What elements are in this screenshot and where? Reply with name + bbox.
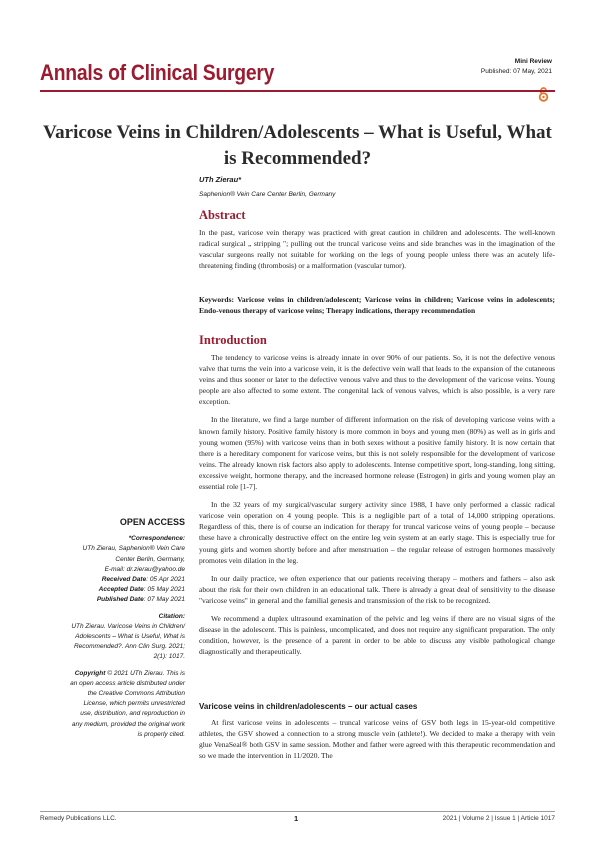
intro-paragraph-3: In the 32 years of my surgical/vascular surgery activity since 1988, I have only performed a classic radical varicose vein operation on 4 young people. This is a negligible part of a total of 14,000 stripping operations. Regardless of this, there is of course an indication for therapy for truncal varicose veins of young people – because these have a chronically destructive effect on the entire leg vein system at an early stage. This is especially true for young girls and women shortly before and after menstruation – the regular release of estrogen hormones massively promotes vein dilation in the leg. [199, 500, 555, 565]
correspondence-line: Center Berlin, Germany, [115, 555, 185, 563]
page-number: 1 [294, 814, 299, 823]
article-meta [481, 57, 552, 77]
accepted-date [30, 585, 185, 595]
article-sidebar [30, 517, 185, 740]
open-access-icon [538, 86, 549, 102]
received-label: Received Date [101, 576, 147, 584]
article-type: Mini Review [514, 58, 552, 65]
subsection-paragraph: At first varicose veins in adolescents – truncal varicose veins of GSV both legs in 15-year-old competitive athletes, the GSV showed a connection to a strong muscle vein (athlete!). We decided to make a therapy with vein glue VenaSeal® both GSV in same session. Mother and father were agreed with this therapeutic recommendation and so we made the intervention in 11/2020. The [199, 718, 555, 761]
subsection-body [199, 717, 555, 768]
intro-paragraph-1: The tendency to varicose veins is already innate in over 90% of our patients. So, it is not the defective venous valve that turns the vein into a varicose vein, it is the defective vein wall that leads to the expansion of the cutaneous veins and thus sooner or later to the defective venous valve and thus to the development of the varicose veins. Young people are also affected to some extent. The congenital lack of venous valves, which is also possible, is a very rare exception. [199, 353, 555, 407]
published-date-sidebar [30, 595, 185, 605]
accepted-label: Accepted Date [98, 586, 144, 594]
keywords: Keywords: Varicose veins in children/adolescent; Varicose veins in children; Varicose veins in adolescents; Endo-venous therapy of varicose veins; Therapy indications, therapy recommendation [199, 295, 555, 316]
introduction-heading: Introduction [199, 333, 267, 347]
intro-paragraph-4: In our daily practice, we often experience that our patients receiving therapy – mothers and fathers – also ask about the risk for their own children in an educational talk. There is already a great deal of sensitivity to the disease "varicose veins" in general and the familial genesis and transmission of the risk to be recognized. [199, 573, 555, 605]
copyright-text: © 2021 UTh Zierau. This is [105, 669, 185, 677]
copyright-line: the Creative Commons Attribution [87, 690, 185, 698]
citation-line: 2(1): 1017. [153, 653, 185, 661]
copyright-line: an open access article distributed under [70, 679, 185, 687]
email-link[interactable]: E-mail: dr.zierau@yahoo.de [104, 565, 185, 573]
citation-line: Recommended?. Ann Clin Surg. 2021; [73, 643, 185, 651]
received-value: : 05 Apr 2021 [146, 576, 185, 584]
copyright-line: any medium, provided the original work [71, 720, 185, 728]
correspondence-line: UTh Zierau, Saphenion® Vein Care [82, 545, 185, 553]
citation-label: Citation: [158, 612, 185, 620]
abstract-heading: Abstract [199, 208, 246, 222]
copyright-line-1 [30, 669, 185, 679]
footer-rule [40, 811, 555, 812]
introduction-body [199, 352, 555, 664]
footer-publisher: Remedy Publications LLC. [40, 815, 117, 822]
copyright-line: License, which permits unrestricted [83, 700, 185, 708]
journal-title: Annals of Clinical Surgery [40, 60, 275, 85]
received-date [30, 575, 185, 585]
copyright-line: is properly cited. [137, 730, 185, 738]
citation-line: Adolescents – What is Useful, What is [75, 633, 185, 641]
accepted-value: : 05 May 2021 [143, 586, 185, 594]
affiliation: Saphenion® Vein Care Center Berlin, Germany [199, 191, 336, 198]
published-label: Published Date [96, 596, 144, 604]
intro-paragraph-2: In the literature, we find a large number of different information on the risk of developing varicose veins with a known family history. Positive family history is more common in boys and young men (80%) as well as in girls and young women (95%) with varicose veins than in both sexes without a positive family history. It is now certain that there is a hereditary component for varicose veins, but this is not solely responsible for the development of varicose veins. The already known risk factors also apply to adolescents. Intense competitive sport, long-standing, long sitting, excessive weight, hormone therapy, and the increased hormone release (Estrogen) in girls and young women play an essential role [1-7]. [199, 415, 555, 492]
citation-line: UTh Zierau. Varicose Veins in Children/ [71, 622, 185, 630]
subsection-heading: Varicose veins in children/adolescents – our actual cases [199, 702, 418, 711]
published-value: : 07 May 2021 [143, 596, 185, 604]
copyright-label: Copyright [74, 669, 106, 677]
intro-paragraph-5: We recommend a duplex ultrasound examination of the pelvic and leg veins if there are no visual signs of the disease in the adolescent. This is painless, uncomplicated, and does not require any significant preparation. The only condition, however, is the presence of a parent in order to be able to discuss any visible pathological change diagnostically and therapeutically. [199, 613, 555, 657]
article-title: Varicose Veins in Children/Adolescents – What is Useful, What is Recommended? [43, 122, 552, 169]
abstract-paragraph: In the past, varicose vein therapy was practiced with great caution in children and adolescents. The well-known radical surgical „ stripping "; pulling out the truncal varicose veins and side branches was in the imagination of the vascular surgeons really not suitable for working on the legs of young people unless there was an acutely life-threatening finding (thrombosis) or a malformation (vascular tumor). [199, 228, 555, 271]
authors: UTh Zierau* [199, 175, 242, 184]
published-date: Published: 07 May, 2021 [480, 68, 552, 75]
correspondence-label: *Correspondence: [128, 535, 185, 543]
header-rule [40, 90, 555, 92]
abstract-text [199, 227, 555, 278]
footer-issue: 2021 | Volume 2 | Issue 1 | Article 1017 [442, 815, 555, 822]
open-access-label: OPEN ACCESS [119, 517, 185, 527]
copyright-line: use, distribution, and reproduction in [80, 710, 185, 718]
